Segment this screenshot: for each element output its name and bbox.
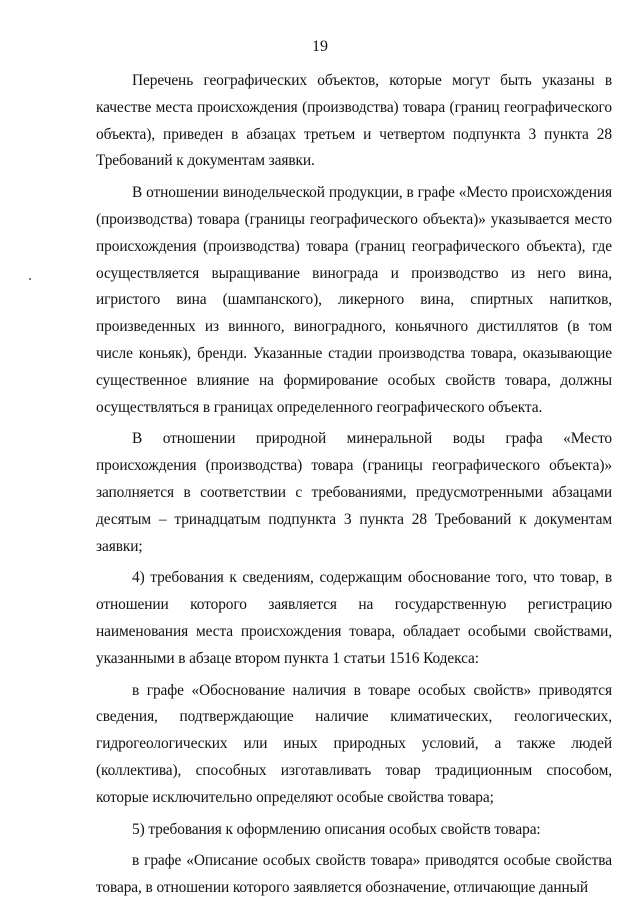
paragraph-wine-products: В отношении винодельческой продукции, в графе «Место происхождения (производства) товара (границы географического объекта)» указывается место происхождения (производства) товара (границ географического объекта), где осуществляется выращивание винограда и производство из него вина, игристого вина (шампанского), ликерного вина, спиртных напитков, произведенных из винного, виноградного, коньячного дистиллятов (в том числе коньяк), бренди. Указанные стадии производства товара, оказывающие существенное влияние на формирование особых свойств товара, должны осуществляться в границах определенного географического объекта. — [96, 184, 612, 416]
document-body — [96, 68, 612, 902]
paragraph-requirement-4: 4) требования к сведениям, содержащим обоснование того, что товар, в отношении которого заявляется на государственную регистрацию наименования места происхождения товара, обладает особыми свойствами, указанными в абзаце втором пункта 1 статьи 1516 Кодекса: — [96, 569, 612, 667]
page-number: 19 — [312, 38, 328, 55]
paragraph-mineral-water: В отношении природной минеральной воды графа «Место происхождения (производства) товара (границы географического объекта)» заполняется в соответствии с требованиями, предусмотренными абзацами десятым – тринадцатым подпункта 3 пункта 28 Требований к документам заявки; — [96, 430, 612, 555]
paragraph-geographic-objects: Перечень географических объектов, которые могут быть указаны в качестве места происхождения (производства) товара (границ географического объекта), приведен в абзацах третьем и четвертом подпункта 3 пункта 28 Требований к документам заявки. — [96, 72, 612, 170]
paragraph-description-column: в графе «Описание особых свойств товара» приводятся особые свойства товара, в отношении которого заявляется обозначение, отличающие данный — [96, 852, 612, 897]
margin-mark — [29, 278, 31, 280]
paragraph-justification-column: в графе «Обоснование наличия в товаре особых свойств» приводятся сведения, подтверждающие наличие климатических, геологических, гидрогеологических или иных природных условий, а также людей (коллектива), способных изготавливать товар традиционным способом, которые исключительно определяют особые свойства товара; — [96, 681, 612, 806]
paragraph-requirement-5: 5) требования к оформлению описания особых свойств товара: — [132, 820, 541, 838]
